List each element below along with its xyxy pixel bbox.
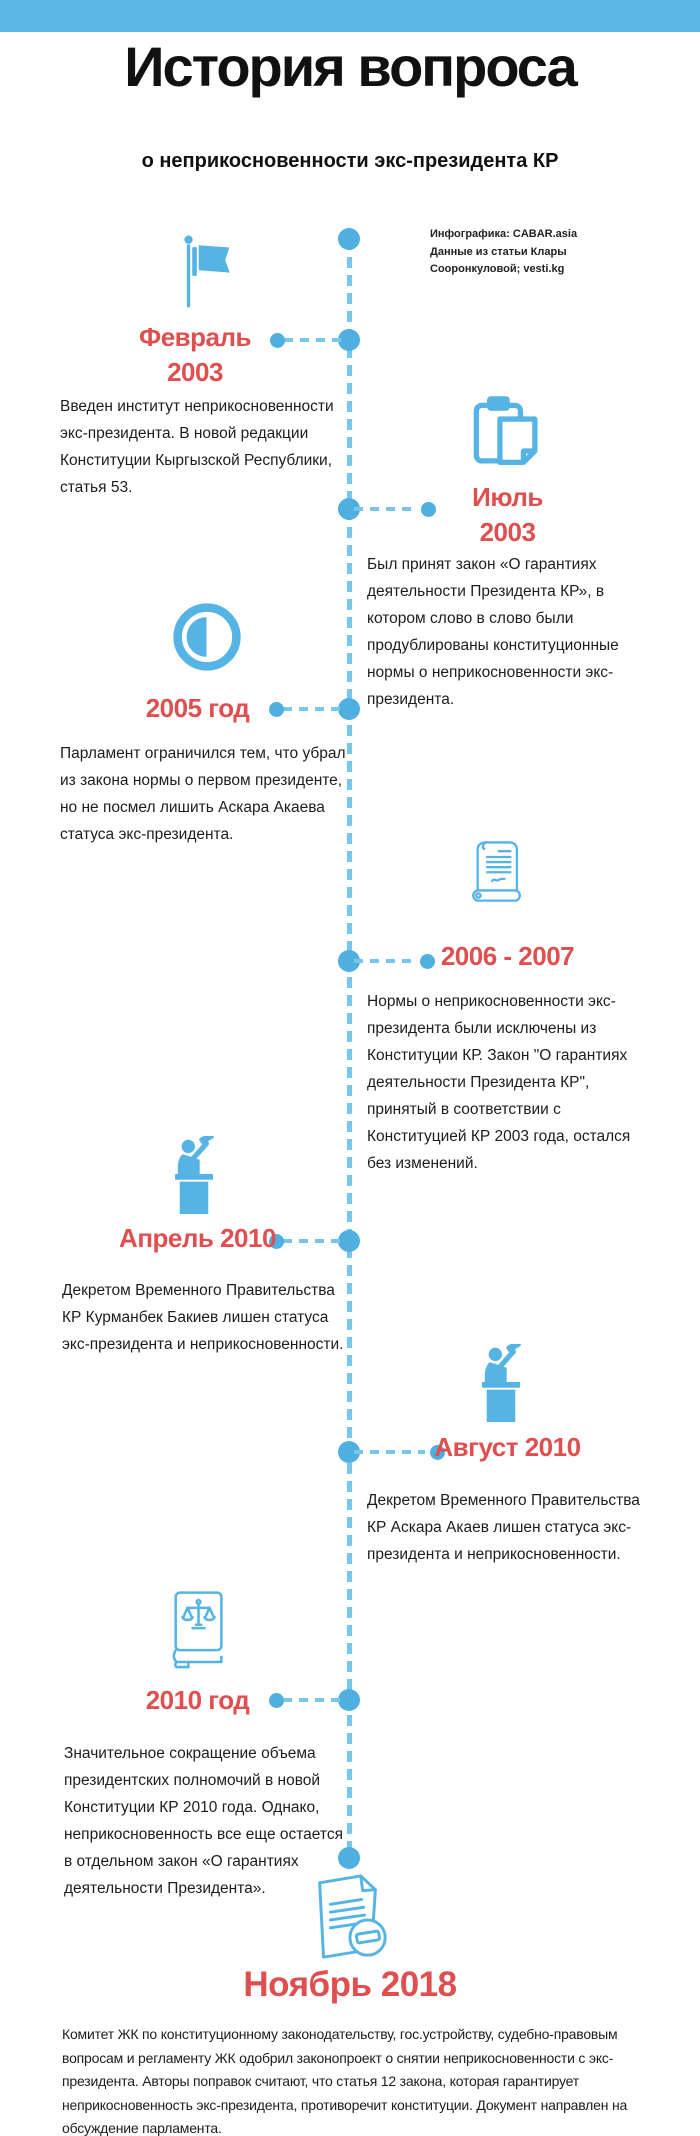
credits-block [430, 226, 650, 279]
connector-line [354, 959, 415, 963]
page-title: История вопроса [124, 35, 576, 98]
event-text: Введен институт неприкосновенности экс-президента. В новой редакции Конституции Кыргызской Республики, статья 53. [60, 398, 334, 496]
connector-line [354, 1450, 425, 1454]
law-book-icon [163, 1588, 229, 1670]
event-date: Июль 2003 [472, 482, 543, 547]
event-date: Апрель 2010 [119, 1223, 276, 1253]
timeline-line [347, 239, 352, 1858]
event-text: Декретом Временного Правительства КР Аскара Акаев лишен статуса экс-президента и неприкосновенности. [367, 1492, 640, 1563]
event-date: 2006 - 2007 [440, 941, 575, 971]
podium-speaker-icon [477, 1344, 525, 1422]
event-date: 2010 год [145, 1685, 250, 1715]
podium-speaker-icon [170, 1136, 218, 1214]
event-date: 2005 год [145, 693, 250, 723]
flag-icon [182, 234, 234, 314]
event-text: Декретом Временного Правительства КР Курманбек Бакиев лишен статуса экс-президента и неприкосновенности. [62, 1282, 344, 1353]
event-date: Ноябрь 2018 [243, 1965, 457, 2004]
top-bar [0, 0, 700, 32]
half-circle-icon [171, 601, 243, 673]
clipboard-icon [468, 394, 544, 470]
credits-line: Данные из статьи Клары [430, 245, 567, 258]
event-text: Комитет ЖК по конституционному законодательству, гос.устройству, судебно-правовым вопросам и регламенту ЖК одобрил законопроект о снятии неприкосновенности с экс-президента. Авторы поправок считают, что статья 12 закона, которая гарантирует неприкосновенность экс-президента, противоречит конституции. Документ направлен на обсуждение парламента. [62, 2026, 628, 2136]
event-text: Был принят закон «О гарантиях деятельности Президента КР», в котором слово в слово были продублированы конституционные нормы о неприкосновенности экс-президента. [367, 556, 619, 708]
rejected-document-icon [303, 1870, 393, 1968]
credits-line: Сооронкуловой; vesti.kg [430, 263, 565, 275]
credits-line: Инфографика: CABAR.asia [430, 228, 578, 240]
timeline-node [338, 228, 360, 250]
scroll-icon [466, 832, 530, 914]
connector-line [284, 338, 342, 342]
event-date: Август 2010 [434, 1432, 581, 1462]
event-text: Нормы о неприкосновенности экс-президента были исключены из Конституции КР. Закон "О гарантиях деятельности Президента КР", принятый в соответствии с Конституцией КР 2003 года, остался без изменений. [367, 993, 631, 1172]
event-date: Февраль 2003 [139, 322, 251, 387]
connector-line [354, 507, 416, 511]
event-text: Парламент ограничился тем, что убрал из закона нормы о первом президенте, но не посмел лишить Аскара Акаева статуса экс-президента. [60, 745, 346, 843]
page-subtitle: о неприкосновенности экс-президента КР [141, 150, 559, 172]
event-text: Значительное сокращение объема президентских полномочий в новой Конституции КР 2010 года. Однако, неприкосновенность все еще остается в отдельном закон «О гарантиях деятельности Президента». [64, 1745, 343, 1897]
